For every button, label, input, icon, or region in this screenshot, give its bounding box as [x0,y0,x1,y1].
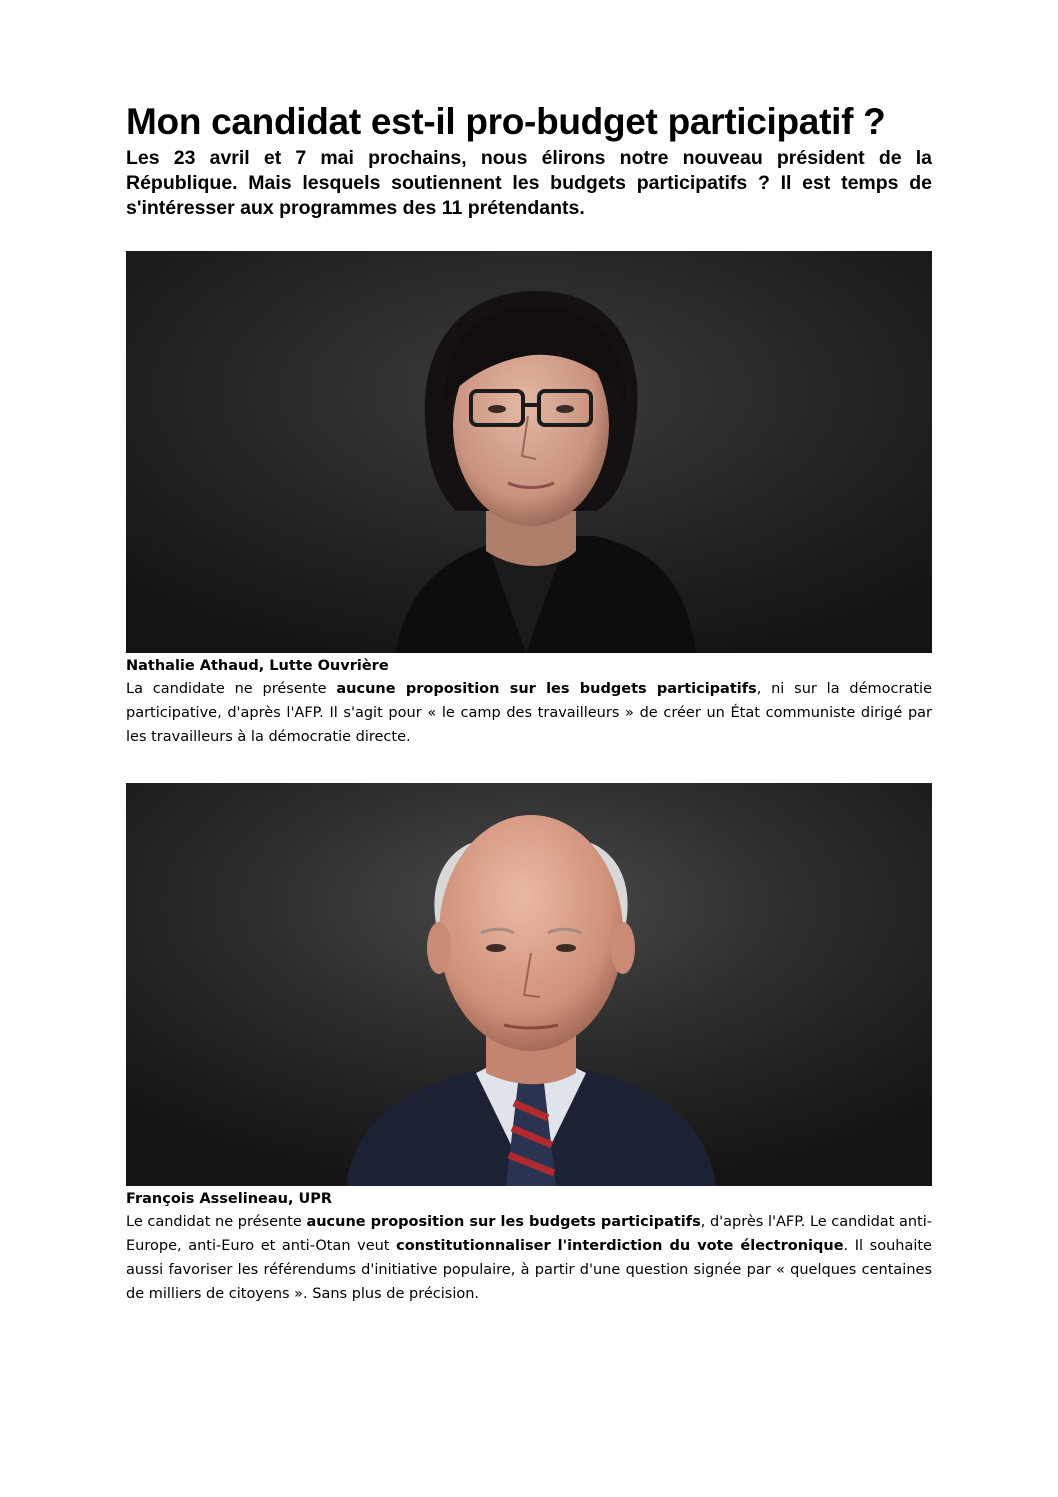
text-emphasis: aucune proposition sur les budgets participatifs [336,681,757,697]
portrait-man-in-suit [126,783,932,1186]
text-segment: Le candidat ne présente [126,1214,307,1230]
candidate-photo-asselineau [126,783,932,1186]
candidate-text-asselineau [126,1210,932,1306]
candidate-text-athaud [126,677,932,749]
text-segment: , ni sur la démocratie participative, d'après l'AFP. Il s'agit pour « le camp des travailleurs » de créer un État communiste dirigé par les travailleurs à la démocratie directe. [126,681,932,745]
page-title: Mon candidat est-il pro-budget participatif ? [126,101,886,142]
text-segment: . Il souhaite aussi favoriser les référendums d'initiative populaire, à partir d'une question signée par « quelques centaines de milliers de citoyens ». Sans plus de précision. [126,1238,932,1302]
text-emphasis: constitutionnaliser l'interdiction du vote électronique [396,1238,844,1254]
portrait-woman-with-glasses [126,251,932,653]
candidate-name-asselineau: François Asselineau, UPR [126,1191,333,1207]
article-intro: Les 23 avril et 7 mai prochains, nous élirons notre nouveau président de la République. Mais lesquels soutiennent les budgets participatifs ? Il est temps de s'intéresser aux programmes des 11 prétendants. [126,147,932,219]
candidate-name-athaud: Nathalie Athaud, Lutte Ouvrière [126,658,389,674]
text-segment: La candidate ne présente [126,681,337,697]
article [126,100,932,1306]
text-segment: , d'après l'AFP. Le candidat anti-Europe, anti-Euro et anti-Otan veut [126,1214,933,1254]
text-emphasis: aucune proposition sur les budgets participatifs [306,1214,701,1230]
candidate-photo-athaud [126,251,932,653]
